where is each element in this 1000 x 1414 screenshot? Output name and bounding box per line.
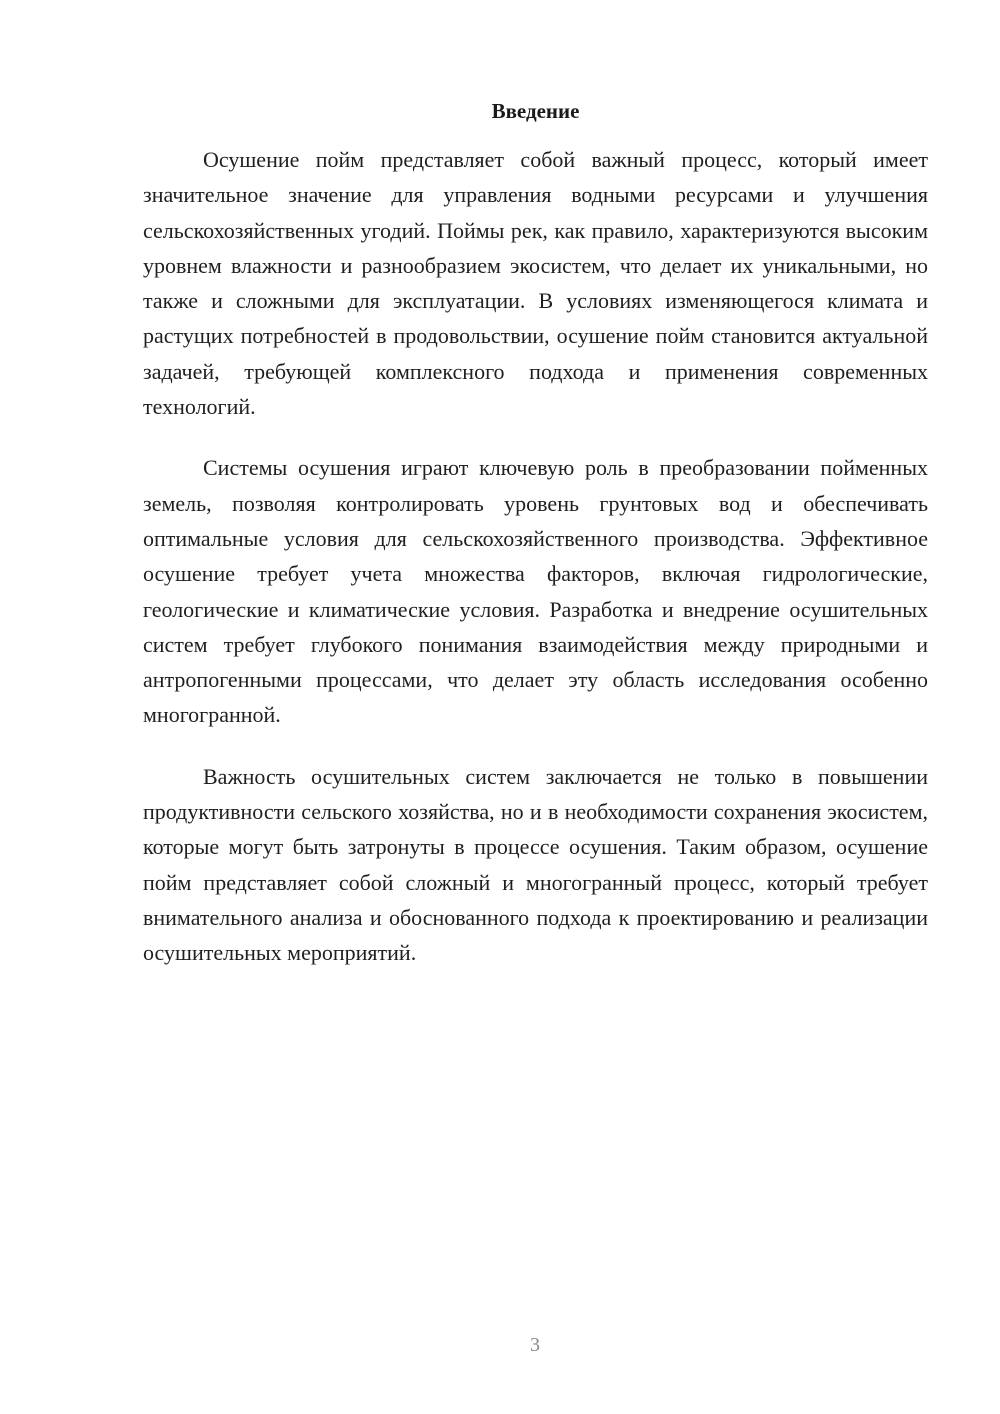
- page-number: 3: [530, 1334, 540, 1356]
- paragraph-3: Важность осушительных систем заключается не только в повышении продуктивности сельского хозяйства, но и в необходимости сохранения экосистем, которые могут быть затронуты в процессе осушения. Таким образом, осушение пойм представляет собой сложный и многогранный процесс, который требует внимательного анализа и обоснованного подхода к проектированию и реализации осушительных мероприятий.: [143, 763, 928, 966]
- paragraph-1: Осушение пойм представляет собой важный процесс, который имеет значительное значение для управления водными ресурсами и улучшения сельскохозяйственных угодий. Поймы рек, как правило, характеризуются высоким уровнем влажности и разнообразием экосистем, что делает их уникальными, но также и сложными для эксплуатации. В условиях изменяющегося климата и растущих потребностей в продовольствии, осушение пойм становится актуальной задачей, требующей комплексного подхода и применения современных технологий.: [143, 147, 928, 420]
- paragraph-2: Системы осушения играют ключевую роль в преобразовании пойменных земель, позволяя контролировать уровень грунтовых вод и обеспечивать оптимальные условия для сельскохозяйственного производства. Эффективное осушение требует учета множества факторов, включая гидрологические, геологические и климатические условия. Разработка и внедрение осушительных систем требует глубокого понимания взаимодействия между природными и антропогенными процессами, что делает эту область исследования особенно многогранной.: [143, 455, 928, 728]
- section-heading: Введение: [491, 99, 580, 123]
- document-body: [143, 142, 928, 997]
